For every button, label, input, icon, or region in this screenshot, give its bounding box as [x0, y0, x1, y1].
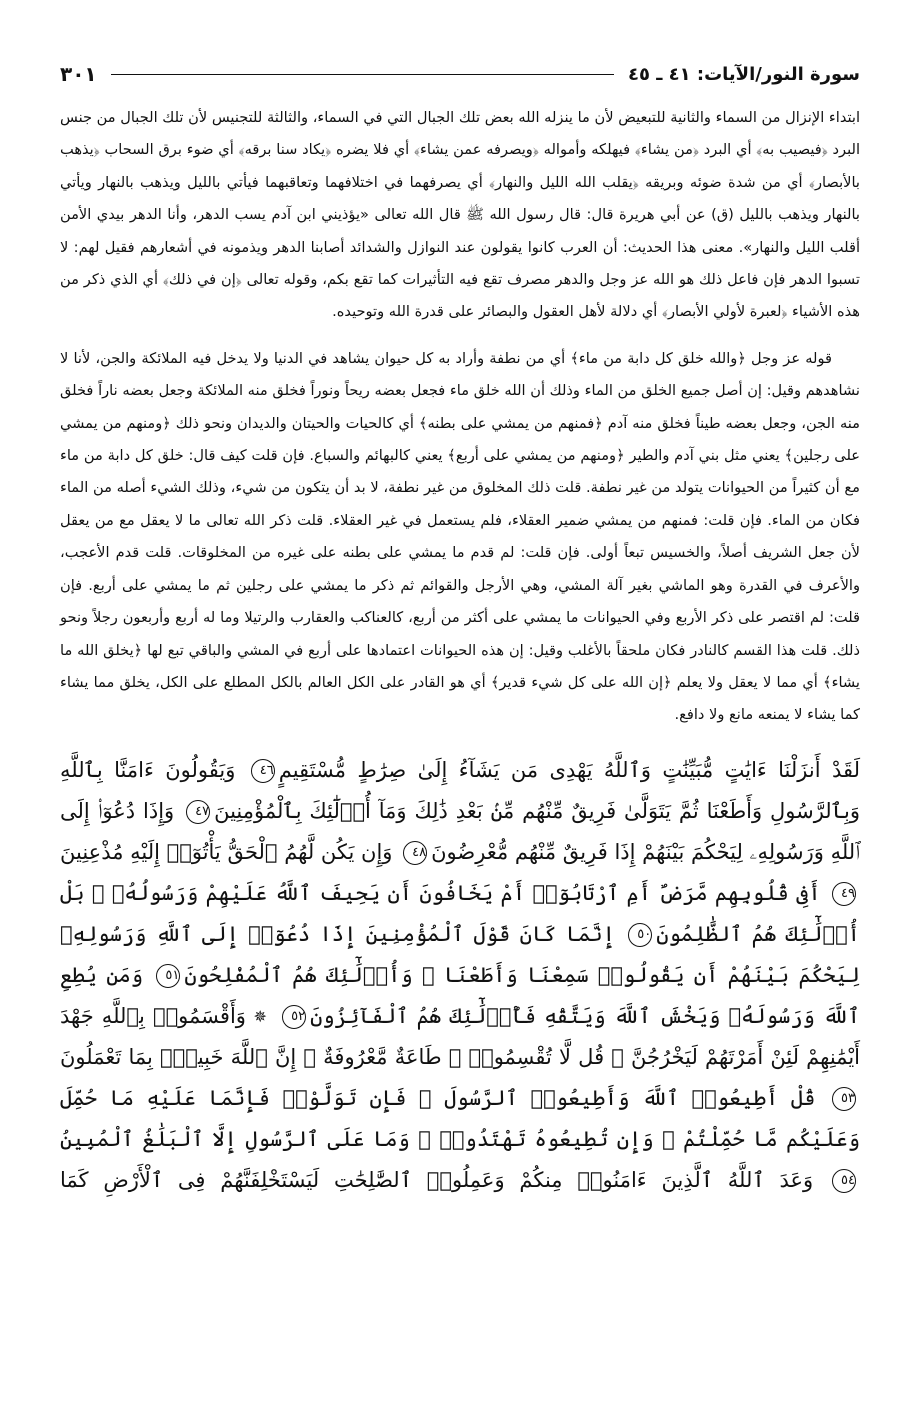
page-number: ٣٠١ — [60, 62, 97, 86]
verse-number-marker: ٥٣ — [832, 1087, 856, 1111]
verse-number-marker: ٤٩ — [832, 882, 856, 906]
verse-text: وَعَدَ ٱللَّهُ ٱلَّذِينَ ءَامَنُوا۟ مِنكُمْ وَعَمِلُوا۟ ٱلصَّٰلِحَٰتِ لَيَسْتَخْلِفَنَّهُمْ فِى ٱلْأَرْضِ كَمَا — [60, 1167, 814, 1192]
commentary-paragraph-2: قوله عز وجل ﴿والله خلق كل دابة من ماء﴾ أي من نطفة وأراد به كل حيوان يشاهد في الدنيا ولا يدخل فيه الملائكة والجن، لأنا لا نشاهدهم وقيل: إن أصل جميع الخلق من الماء وذلك أن الله خلق ماء فجعل بعضه ريحاً ونوراً فخلق منه الملائكة وجعل بعضه ناراً فخلق منه الجن، وجعل بعضه طيناً فخلق منه آدم ﴿فمنهم من يمشي على بطنه﴾ أي كالحيات والحيتان والديدان ونحو ذلك ﴿ومنهم من يمشي على رجلين﴾ يعني مثل بني آدم والطير ﴿ومنهم من يمشي على أربع﴾ يعني كالبهائم والسباع. فإن قلت كيف قال: خلق كل دابة من ماء مع أن كثيراً من الحيوانات يتولد من غير نطفة. قلت ذلك المخلوق من غير نطفة، لا بد أن يتكون من شيء، وذلك الشيء أصله من الماء فكان من الماء. فإن قلت: فمنهم من يمشي ضمير العقلاء، فلم يستعمل في غير العقلاء. قلت ذكر الله تعالى ما لا يعقل مع من يعقل لأن جعل الشريف أصلاً، والخسيس تبعاً أولى. فإن قلت: لم قدم ما يمشي على بطنه على غيره من المخلوقات. قلت قدم الأعجب، والأعرف في القدرة وهو الماشي بغير آلة المشي، وهي الأرجل والقوائم ثم ذكر ما يمشي على رجلين ثم ما يمشي على أربع. فإن قلت: لم اقتصر على ذكر الأربع وفي الحيوانات ما يمشي على أكثر من أربع، كالعناكب والعقارب والرتيلا وما له أربع وأربعون رجلاً ونحو ذلك. قلت هذا القسم كالنادر فكان ملحقاً بالأغلب وقيل: إن هذه الحيوانات اعتمادها على أربع في المشي والباقي تبع لها ﴿يخلق الله ما يشاء﴾ أي مما لا يعقل ولا يعلم ﴿إن الله على كل شيء قدير﴾ أي هو القادر على الكل العالم بالكل المطلع على الكل، يخلق مما يشاء كما يشاء لا يمنعه مانع ولا دافع. — [60, 349, 860, 724]
verse-number-marker: ٥٤ — [832, 1169, 856, 1193]
verse-text: إِنَّمَا كَانَ قَوْلَ ٱلْمُؤْمِنِينَ إِذَا دُعُوٓا۟ إِلَى ٱللَّهِ وَرَسُولِهِۦ لِيَحْكُمَ بَيْنَهُمْ أَن يَقُولُوا۟ سَمِعْنَا وَأَطَعْنَا ۚ وَأُو۟لَٰٓئِكَ هُمُ ٱلْمُفْلِحُونَ — [60, 921, 860, 987]
verse-text: وَأَقْسَمُوا۟ بِٱللَّهِ جَهْدَ أَيْمَٰنِهِمْ لَئِنْ أَمَرْتَهُمْ لَيَخْرُجُنَّ ۖ قُل لَّا تُقْسِمُوا۟ ۖ طَاعَةٌ مَّعْرُوفَةٌ ۚ إِنَّ ٱللَّهَ خَبِيرٌۢ بِمَا تَعْمَلُونَ — [60, 1003, 860, 1069]
header-title: سورة النور/الآيات: ٤١ ـ ٤٥ — [627, 63, 860, 85]
verse-text: وَإِذَا دُعُوٓا۟ إِلَى ٱللَّهِ وَرَسُولِهِۦ لِيَحْكُمَ بَيْنَهُمْ إِذَا فَرِيقٌ مِّنْهُم مُّعْرِضُونَ — [60, 798, 860, 864]
commentary-paragraph-1: ابتداء الإنزال من السماء والثانية للتبعيض لأن ما ينزله الله بعض تلك الجبال التي في السماء، والثالثة للتجنيس لأن تلك الجبال من جنس البرد ﴿فيصيب به﴾ أي البرد ﴿من يشاء﴾ فيهلكه وأمواله ﴿ويصرفه عمن يشاء﴾ أي فلا يضره ﴿يكاد سنا برقه﴾ أي ضوء برق السحاب ﴿يذهب بالأبصار﴾ أي من شدة ضوئه وبريقه ﴿يقلب الله الليل والنهار﴾ أي يصرفهما في اختلافهما وتعاقبهما فيأتي بالليل ويذهب بالنهار ويأتي بالنهار ويذهب بالليل (ق) عن أبي هريرة قال: قال رسول الله ﷺ قال الله تعالى «يؤذيني ابن آدم يسب الدهر، وأنا الدهر بيدي الأمن أقلب الليل والنهار». معنى هذا الحديث: أن العرب كانوا يقولون عند النوازل والشدائد أصابنا الدهر ويذمونه في أشعارهم فقيل لهم: لا تسبوا الدهر فإن فاعل ذلك هو الله عز وجل والدهر مصرف تقع فيه التأثيرات كما تقع بكم، وقوله تعالى ﴿إن في ذلك﴾ أي الذي ذكر من هذه الأشياء ﴿لعبرة لأولي الأبصار﴾ أي دلالة لأهل العقول والبصائر على قدرة الله وتوحيده. — [60, 109, 860, 321]
hizb-star-icon: ✵ — [253, 1007, 267, 1027]
verse-number-marker: ٥٠ — [628, 923, 652, 947]
verse-text: وَإِن يَكُن لَّهُمُ ٱلْحَقُّ يَأْتُوٓا۟ إِلَيْهِ مُذْعِنِينَ — [60, 839, 393, 864]
header-rule — [111, 74, 614, 75]
verse-text: أَفِى قُلُوبِهِم مَّرَضٌ أَمِ ٱرْتَابُوٓا۟ أَمْ يَخَافُونَ أَن يَحِيفَ ٱللَّهُ عَلَيْهِمْ وَرَسُولُهُۥ ۚ بَلْ أُو۟لَٰٓئِكَ هُمُ ٱلظَّٰلِمُونَ — [60, 880, 860, 946]
page-header — [60, 56, 860, 92]
verse-text: وَمَن يُطِعِ ٱللَّهَ وَرَسُولَهُۥ وَيَخْشَ ٱللَّهَ وَيَتَّقْهِ فَأُو۟لَٰٓئِكَ هُمُ ٱلْفَآئِزُونَ — [60, 962, 860, 1028]
quran-verses — [60, 750, 860, 1201]
verse-number-marker: ٥١ — [156, 964, 180, 988]
page — [60, 56, 860, 1376]
verse-number-marker: ٤٦ — [251, 759, 275, 783]
verse-number-marker: ٤٨ — [403, 841, 427, 865]
verse-number-marker: ٥٢ — [282, 1005, 306, 1029]
verse-number-marker: ٤٧ — [186, 800, 210, 824]
verse-text: لَقَدْ أَنزَلْنَا ءَايَٰتٍ مُّبَيِّنَٰتٍ وَٱللَّهُ يَهْدِى مَن يَشَآءُ إِلَىٰ صِرَٰطٍ مُّسْتَقِيمٍ — [278, 757, 860, 782]
verse-text: وَيَقُولُونَ ءَامَنَّا بِٱللَّهِ وَبِٱلرَّسُولِ وَأَطَعْنَا ثُمَّ يَتَوَلَّىٰ فَرِيقٌ مِّنْهُم مِّنۢ بَعْدِ ذَٰلِكَ وَمَآ أُو۟لَٰٓئِكَ بِٱلْمُؤْمِنِينَ — [60, 757, 860, 823]
verse-text: قُلْ أَطِيعُوا۟ ٱللَّهَ وَأَطِيعُوا۟ ٱلرَّسُولَ ۖ فَإِن تَوَلَّوْا۟ فَإِنَّمَا عَلَيْهِ مَا حُمِّلَ وَعَلَيْكُم مَّا حُمِّلْتُمْ ۖ وَإِن تُطِيعُوهُ تَهْتَدُوا۟ ۚ وَمَا عَلَى ٱلرَّسُولِ إِلَّا ٱلْبَلَٰغُ ٱلْمُبِينُ — [60, 1085, 860, 1151]
